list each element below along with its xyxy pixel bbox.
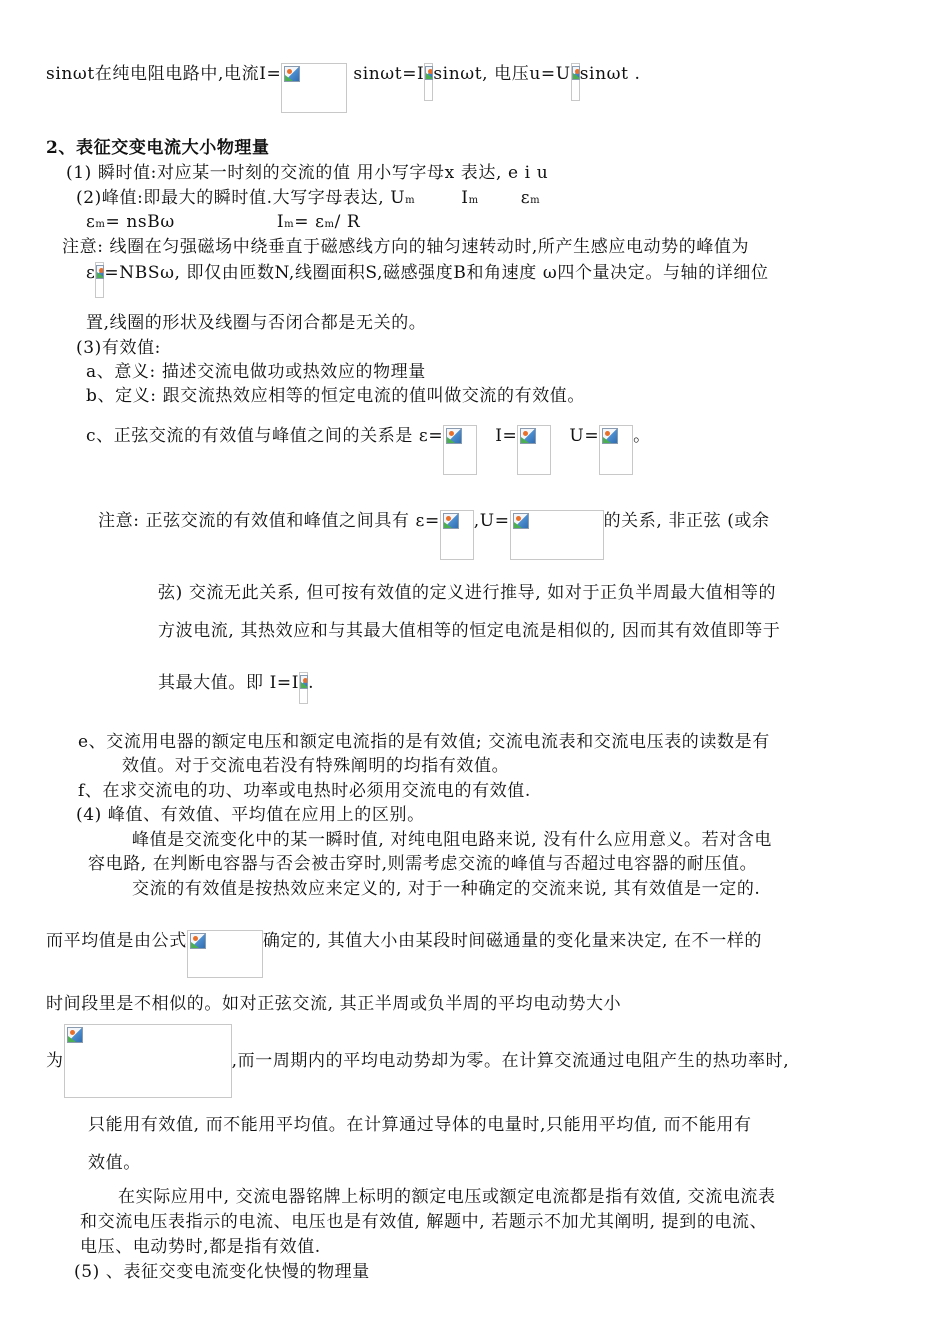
note-peak-3: 置,线圈的形状及线圈与否闭合都是无关的。 [86, 313, 427, 333]
broken-image-icon [443, 513, 459, 529]
para-effective-usage: 交流的有效值是按热效应来定义的, 对于一种确定的交流来说, 其有效值是一定的. [132, 879, 761, 899]
broken-image-icon [513, 513, 529, 529]
note-effective-3: 方波电流, 其热效应和与其最大值相等的恒定电流是相似的, 因而其有效值即等于 [158, 621, 781, 641]
formula-image [95, 262, 104, 298]
para-f: f、在求交流电的功、功率或电热时必须用交流电的有效值. [78, 781, 531, 801]
para-average-5: 效值。 [88, 1153, 141, 1173]
broken-image-icon [190, 933, 206, 949]
para-instant-value: (1) 瞬时值:对应某一时刻的交流的值 用小写字母x 表达, e i u [66, 163, 549, 183]
broken-image-icon [602, 428, 618, 444]
para-effective-a: a、意义: 描述交流电做功或热效应的物理量 [86, 362, 426, 382]
subscript: m [405, 195, 416, 206]
text-segment: ,而一周期内的平均电动势却为零。在计算交流通过电阻产生的热功率时, [231, 1051, 790, 1071]
text-segment: sinωt=I [353, 64, 425, 84]
broken-image-icon [67, 1027, 83, 1043]
formula-image [599, 425, 633, 475]
para-application-2: 和交流电压表指示的电流、电压也是有效值, 解题中, 若题示不加尤其阐明, 提到的电流、 [80, 1212, 768, 1232]
broken-image-icon [96, 265, 104, 279]
para-change-speed: (5) 、表征交变电流变化快慢的物理量 [74, 1262, 370, 1282]
text-segment: . [308, 673, 315, 693]
formula-image [64, 1024, 232, 1098]
para-effective-c [86, 425, 651, 475]
subscript: m [530, 195, 541, 206]
broken-image-icon [284, 66, 300, 82]
para-average-4: 只能用有效值, 而不能用平均值。在计算通过导体的电量时,只能用平均值, 而不能用有 [88, 1115, 752, 1135]
text-segment: = ε [294, 212, 325, 232]
text-segment: 确定的, 其值大小由某段时间磁通量的变化量来决定, 在不一样的 [262, 931, 763, 951]
text-segment: ε [520, 188, 531, 208]
formula-image [281, 63, 347, 113]
text-segment: I= [495, 426, 518, 446]
text-segment: / R [334, 212, 361, 232]
text-segment: = nsBω [105, 212, 175, 232]
formula-image [424, 63, 433, 101]
note-effective-1 [98, 510, 770, 560]
text-segment: 为 [46, 1051, 64, 1071]
para-e-2: 效值。对于交流电若没有特殊阐明的均指有效值。 [122, 756, 510, 776]
formula-image [443, 425, 477, 475]
text-segment: 的关系, 非正弦 (或余 [603, 511, 770, 531]
text-segment: ε [86, 263, 96, 283]
text-segment: sinωt在纯电阻电路中,电流I= [46, 64, 282, 84]
subscript: m [468, 195, 479, 206]
text-segment: sinωt, 电压u=U [433, 64, 571, 84]
note-effective-2: 弦) 交流无此关系, 但可按有效值的定义进行推导, 如对于正负半周最大值相等的 [158, 583, 777, 603]
text-segment: U= [569, 426, 600, 446]
subscript: m [324, 219, 335, 230]
formula-image [187, 930, 263, 978]
note-peak-2 [86, 262, 769, 298]
text-segment: (2)峰值:即最大的瞬时值.大写字母表达, U [76, 188, 406, 208]
section-heading: 2、表征交变电流大小物理量 [46, 138, 270, 158]
line-current-formula [46, 63, 641, 113]
broken-image-icon [446, 428, 462, 444]
para-peak-usage-1: 峰值是交流变化中的某一瞬时值, 对纯电阻电路来说, 没有什么应用意义。若对含电 [132, 830, 773, 850]
text-segment: 。 [633, 426, 651, 446]
text-segment: I [461, 188, 469, 208]
para-average-2: 时间段里是不相似的。如对正弦交流, 其正半周或负半周的平均电动势大小 [46, 994, 622, 1014]
para-e-1: e、交流用电器的额定电压和额定电流指的是有效值; 交流电流表和交流电压表的读数是有 [78, 732, 770, 752]
text-segment: 注意: 正弦交流的有效值和峰值之间具有 ε= [98, 511, 440, 531]
text-segment: ,U= [473, 511, 510, 531]
text-segment: sinωt . [579, 64, 641, 84]
text-segment: c、正弦交流的有效值与峰值之间的关系是 ε= [86, 426, 444, 446]
note-peak-1: 注意: 线圈在匀强磁场中绕垂直于磁感线方向的轴匀速转动时,所产生感应电动势的峰值为 [62, 237, 750, 257]
para-peak-formulas [86, 211, 360, 236]
text-segment: 而平均值是由公式 [46, 931, 187, 951]
text-segment: 其最大值。即 I=I [158, 673, 300, 693]
broken-image-icon [572, 66, 580, 80]
formula-image [517, 425, 551, 475]
text-segment: I [276, 212, 285, 232]
broken-image-icon [425, 66, 433, 80]
para-effective-value: (3)有效值: [76, 338, 162, 358]
para-application-3: 电压、电动势时,都是指有效值. [80, 1237, 321, 1257]
para-average-1 [46, 930, 762, 978]
para-difference: (4) 峰值、有效值、平均值在应用上的区别。 [76, 805, 425, 825]
para-effective-b: b、定义: 跟交流热效应相等的恒定电流的值叫做交流的有效值。 [86, 386, 586, 406]
note-effective-4 [158, 672, 314, 704]
text-segment: ε [86, 212, 96, 232]
para-average-3 [46, 1024, 789, 1098]
para-peak-value [76, 187, 540, 212]
formula-image [299, 672, 308, 704]
broken-image-icon [300, 675, 308, 689]
formula-image [510, 510, 604, 560]
para-application-1: 在实际应用中, 交流电器铭牌上标明的额定电压或额定电流都是指有效值, 交流电流表 [118, 1187, 776, 1207]
subscript: m [284, 219, 295, 230]
subscript: m [95, 219, 106, 230]
broken-image-icon [520, 428, 536, 444]
para-peak-usage-2: 容电路, 在判断电容器与否会被击穿时,则需考虑交流的峰值与否超过电容器的耐压值。 [88, 854, 758, 874]
formula-image [571, 63, 580, 101]
formula-image [440, 510, 474, 560]
text-segment: =NBSω, 即仅由匝数N,线圈面积S,磁感强度B和角速度 ω四个量决定。与轴的详细位 [104, 263, 769, 283]
